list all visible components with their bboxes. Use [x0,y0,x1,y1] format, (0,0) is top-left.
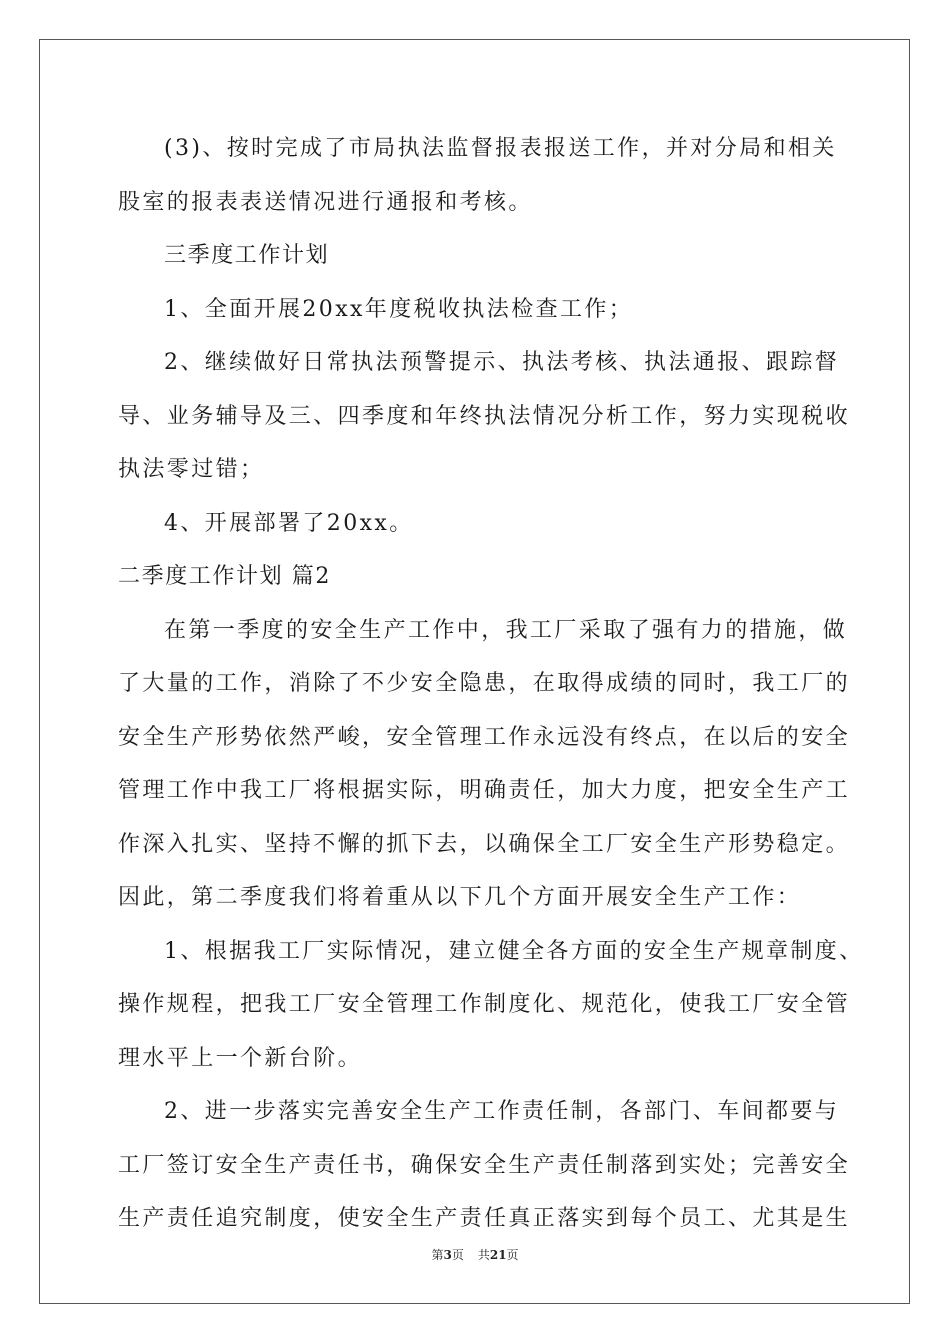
text-line: 理水平上一个新台阶。 [118,1045,363,1071]
page-footer [0,1246,950,1263]
text-line: 工厂签订安全生产责任书，确保安全生产责任制落到实处；完善安全 [118,1152,851,1178]
text-line: 1、全面开展20xx年度税收执法检查工作； [164,296,634,322]
page-prefix: 第 [431,1248,444,1262]
total-prefix: 共 [477,1248,490,1262]
text-line: 管理工作中我工厂将根据实际，明确责任，加大力度，把安全生产工 [118,778,851,803]
text-line: 4、开展部署了20xx。 [164,510,414,536]
article-heading: 二季度工作计划 篇2 [118,564,331,589]
text-line: (3)、按时完成了市局执法监督报表报送工作，并对分局和相关 [164,136,837,161]
section-heading: 三季度工作计划 [164,243,330,268]
total-pages: 21 [489,1248,507,1262]
text-line: 1、根据我工厂实际情况，建立健全各方面的安全生产规章制度、 [164,938,864,964]
text-line: 股室的报表表送情况进行通报和考核。 [118,189,533,215]
text-line: 2、继续做好日常执法预警提示、执法考核、执法通报、跟踪督 [164,350,840,375]
text-line: 了大量的工作，消除了不少安全隐患，在取得成绩的同时，我工厂的 [118,671,851,696]
text-line: 操作规程，把我工厂安全管理工作制度化、规范化，使我工厂安全管 [118,992,851,1017]
text-line: 作深入扎实、坚持不懈的抓下去，以确保全工厂安全生产形势稳定。 [118,831,851,857]
text-line: 导、业务辅导及三、四季度和年终执法情况分析工作，努力实现税收 [118,403,851,429]
text-line: 因此，第二季度我们将着重从以下几个方面开展安全生产工作： [118,885,802,910]
page-suffix: 页 [451,1248,464,1262]
text-line: 安全生产形势依然严峻，安全管理工作永远没有终点，在以后的安全 [118,724,851,750]
text-line: 在第一季度的安全生产工作中，我工厂采取了强有力的措施，做 [164,617,848,643]
page-number: 3 [443,1248,452,1262]
text-line: 执法零过错； [118,457,265,482]
text-line: 2、进一步落实完善安全生产工作责任制，各部门、车间都要与 [164,1099,840,1124]
total-suffix: 页 [506,1248,519,1262]
document-body [118,122,864,1246]
text-line: 生产责任追究制度，使安全生产责任真正落实到每个员工、尤其是生 [118,1206,851,1231]
